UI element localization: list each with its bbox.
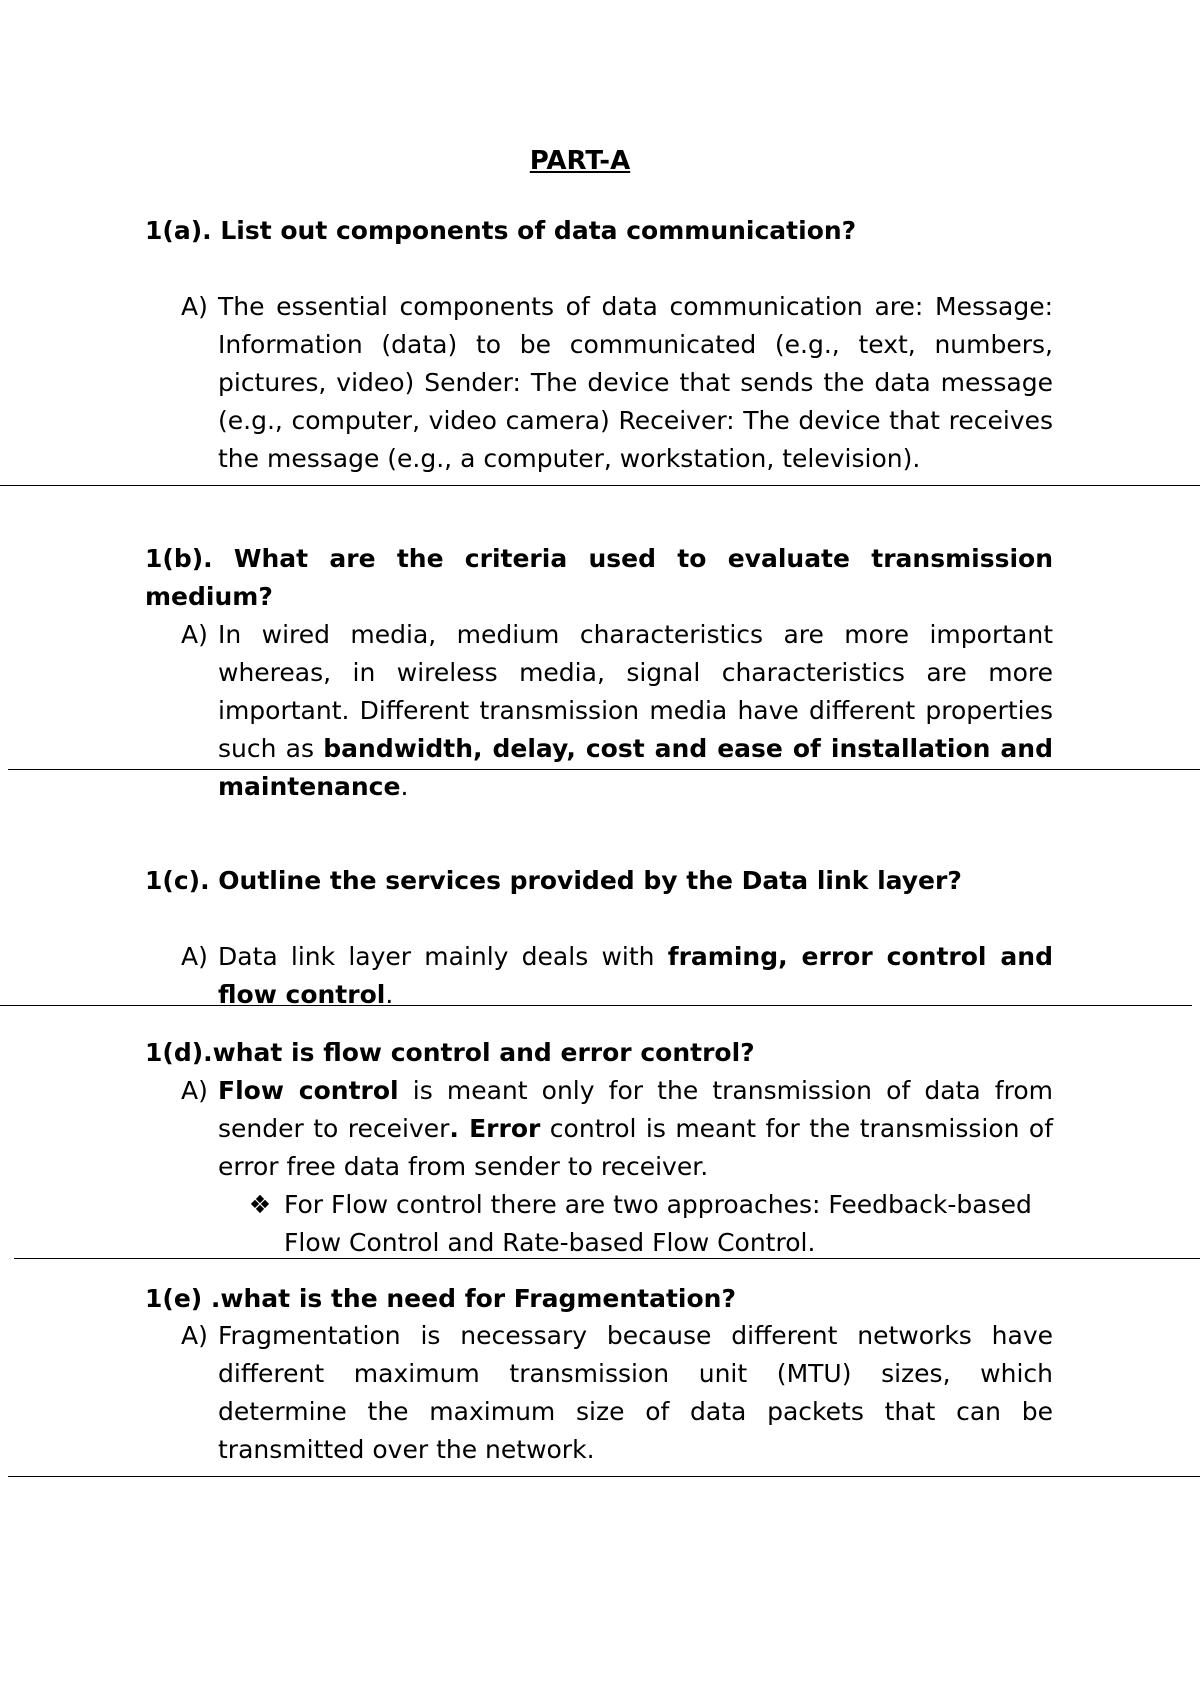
answer-1c-end: . <box>385 980 394 1009</box>
answer-1c-emphasis: framing, error control and flow control <box>218 942 1053 1009</box>
answer-marker: A) <box>181 292 208 321</box>
answer-1b <box>181 616 1053 806</box>
answer-1d-text <box>218 1072 1053 1186</box>
answer-1d <box>181 1072 1053 1186</box>
question-1d: 1(d).what is flow control and error control? <box>145 1038 755 1067</box>
answer-marker: A) <box>181 942 208 971</box>
answer-1d-emphasis-error: . Error <box>449 1114 541 1143</box>
answer-1c-text <box>218 938 1053 1014</box>
answer-1b-plain: In wired media, medium characteristics are more important whereas, in wireless media, signal characteristics are more important. Different transmission media have different properties such as <box>218 620 1053 763</box>
answer-1c-plain: Data link layer mainly deals with <box>218 942 668 971</box>
answer-1b-text <box>218 616 1053 806</box>
question-1b: 1(b). What are the criteria used to evaluate transmission medium? <box>145 544 1053 611</box>
divider <box>8 769 1200 770</box>
question-1a: 1(a). List out components of data communication? <box>145 216 857 245</box>
answer-marker: A) <box>181 620 208 649</box>
divider <box>14 1258 1200 1259</box>
answer-1b-emphasis: bandwidth, delay, cost and ease of installation and maintenance <box>218 734 1053 801</box>
answer-1c <box>181 938 1053 1014</box>
answer-1d-text-1: is meant only for the transmission of data from sender to receiver <box>218 1076 1053 1143</box>
answer-1b-end: . <box>400 772 409 801</box>
answer-1a <box>181 288 1053 478</box>
answer-1d-text-2: control is meant for the transmission of error free data from sender to receiver. <box>218 1114 1053 1181</box>
question-1c: 1(c). Outline the services provided by the Data link layer? <box>145 866 962 895</box>
bullet-text: For Flow control there are two approaches: Feedback-based Flow Control and Rate-based Flow Control. <box>284 1190 1032 1257</box>
diamond-bullet-icon: ❖ <box>248 1190 272 1219</box>
divider <box>8 1476 1200 1477</box>
answer-marker: A) <box>181 1076 208 1105</box>
answer-1d-emphasis-flow: Flow control <box>218 1076 399 1105</box>
answer-1a-text: The essential components of data communication are: Message: Information (data) to be communicated (e.g., text, numbers, pictures, video) Sender: The device that sends the data message (e.g., computer, video camera) Receiver: The device that receives the message (e.g., a computer, workstation, television). <box>218 292 1053 473</box>
divider <box>0 485 1200 486</box>
bullet-item <box>246 1186 1053 1262</box>
answer-1e <box>181 1317 1053 1469</box>
divider <box>0 1005 1192 1006</box>
answer-1e-text: Fragmentation is necessary because different networks have different maximum transmission unit (MTU) sizes, which determine the maximum size of data packets that can be transmitted over the network. <box>218 1321 1053 1464</box>
question-1e: 1(e) .what is the need for Fragmentation? <box>145 1284 736 1313</box>
part-title: PART-A <box>529 146 631 176</box>
answer-marker: A) <box>181 1321 208 1350</box>
